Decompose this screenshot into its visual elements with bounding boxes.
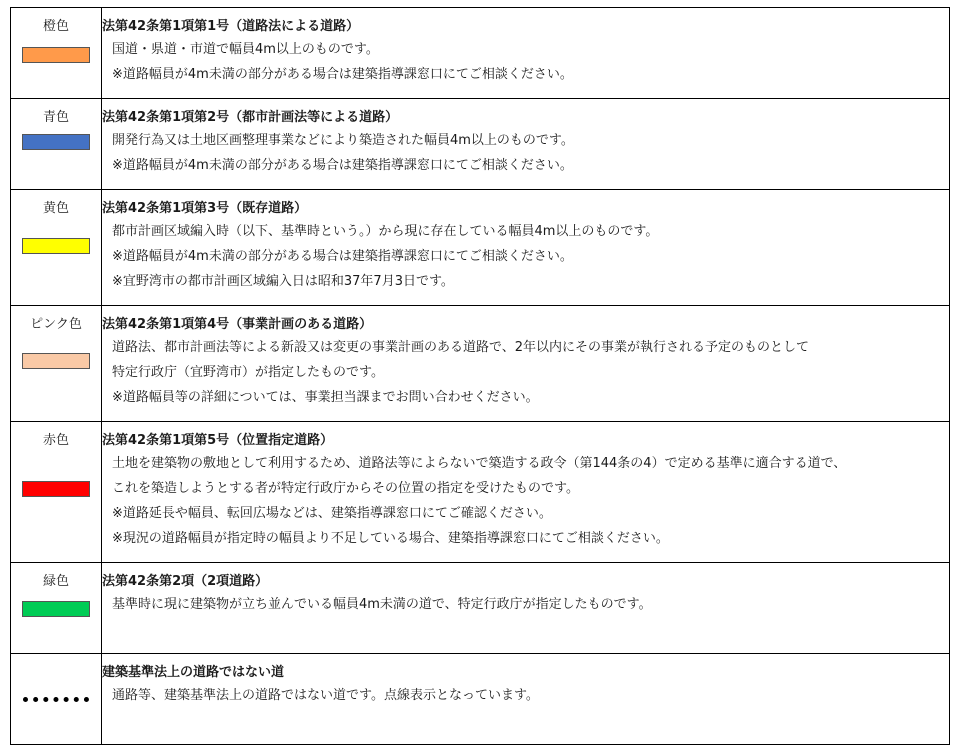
description-line: ※道路幅員が4m未満の部分がある場合は建築指導課窓口にてご相談ください。 (112, 249, 573, 264)
description-line: 都市計画区域編入時（以下、基準時という。）から現に存在している幅員4m以上のものです。 (112, 224, 659, 239)
description-cell (102, 99, 950, 190)
color-swatch (22, 134, 90, 150)
swatch-cell (11, 654, 102, 745)
road-type-title: 法第42条第1項第2号（都市計画法等による道路） (102, 110, 399, 125)
color-name: ピンク色 (30, 317, 82, 332)
swatch-cell (11, 422, 102, 563)
description-line: これを築造しようとする者が特定行政庁からその位置の指定を受けたものです。 (112, 481, 579, 496)
description-cell (102, 654, 950, 745)
swatch-cell (11, 99, 102, 190)
table-row (11, 190, 950, 306)
dotted-line-icon (23, 697, 89, 702)
description-line: ※道路幅員等の詳細については、事業担当課までお問い合わせください。 (112, 390, 539, 405)
description-cell (102, 563, 950, 654)
road-type-title: 法第42条第1項第4号（事業計画のある道路） (102, 317, 373, 332)
description-line: ※宜野湾市の都市計画区域編入日は昭和37年7月3日です。 (112, 274, 454, 289)
description-line: 特定行政庁（宜野湾市）が指定したものです。 (112, 365, 384, 380)
table-row (11, 563, 950, 654)
description-line: ※現況の道路幅員が指定時の幅員より不足している場合、建築指導課窓口にてご相談ください。 (112, 531, 669, 546)
color-swatch (22, 601, 90, 617)
description-cell (102, 306, 950, 422)
color-swatch (22, 353, 90, 369)
color-name: 黄色 (42, 201, 69, 216)
table-row (11, 8, 950, 99)
description-line: ※道路延長や幅員、転回広場などは、建築指導課窓口にてご確認ください。 (112, 506, 552, 521)
color-name: 青色 (42, 110, 69, 125)
color-swatch (22, 47, 90, 63)
color-swatch (22, 481, 90, 497)
swatch-cell (11, 190, 102, 306)
swatch-cell (11, 8, 102, 99)
road-type-title: 法第42条第2項（2項道路） (102, 574, 269, 589)
description-line: ※道路幅員が4m未満の部分がある場合は建築指導課窓口にてご相談ください。 (112, 158, 573, 173)
table-row (11, 422, 950, 563)
description-line: 国道・県道・市道で幅員4m以上のものです。 (112, 42, 379, 57)
description-line: ※道路幅員が4m未満の部分がある場合は建築指導課窓口にてご相談ください。 (112, 67, 573, 82)
description-line: 土地を建築物の敷地として利用するため、道路法等によらないで築造する政令（第144条の4）で定める基準に適合する道で、 (112, 456, 847, 471)
color-name: 赤色 (42, 433, 69, 448)
road-type-title: 建築基準法上の道路ではない道 (102, 665, 285, 680)
color-swatch (22, 238, 90, 254)
table-row (11, 99, 950, 190)
description-cell (102, 422, 950, 563)
description-line: 通路等、建築基準法上の道路ではない道です。点線表示となっています。 (112, 688, 539, 703)
description-line: 道路法、都市計画法等による新設又は変更の事業計画のある道路で、2年以内にその事業が執行される予定のものとして (112, 340, 810, 355)
table-row (11, 654, 950, 745)
road-type-title: 法第42条第1項第5号（位置指定道路） (102, 433, 334, 448)
color-name: 緑色 (42, 574, 69, 589)
swatch-cell (11, 306, 102, 422)
swatch-cell (11, 563, 102, 654)
description-cell (102, 190, 950, 306)
table-row (11, 306, 950, 422)
color-name: 橙色 (42, 19, 69, 34)
road-legend-table (10, 7, 950, 745)
description-line: 基準時に現に建築物が立ち並んでいる幅員4m未満の道で、特定行政庁が指定したものです。 (112, 597, 652, 612)
road-type-title: 法第42条第1項第1号（道路法による道路） (102, 19, 360, 34)
description-cell (102, 8, 950, 99)
road-type-title: 法第42条第1項第3号（既存道路） (102, 201, 308, 216)
description-line: 開発行為又は土地区画整理事業などにより築造された幅員4m以上のものです。 (112, 133, 574, 148)
